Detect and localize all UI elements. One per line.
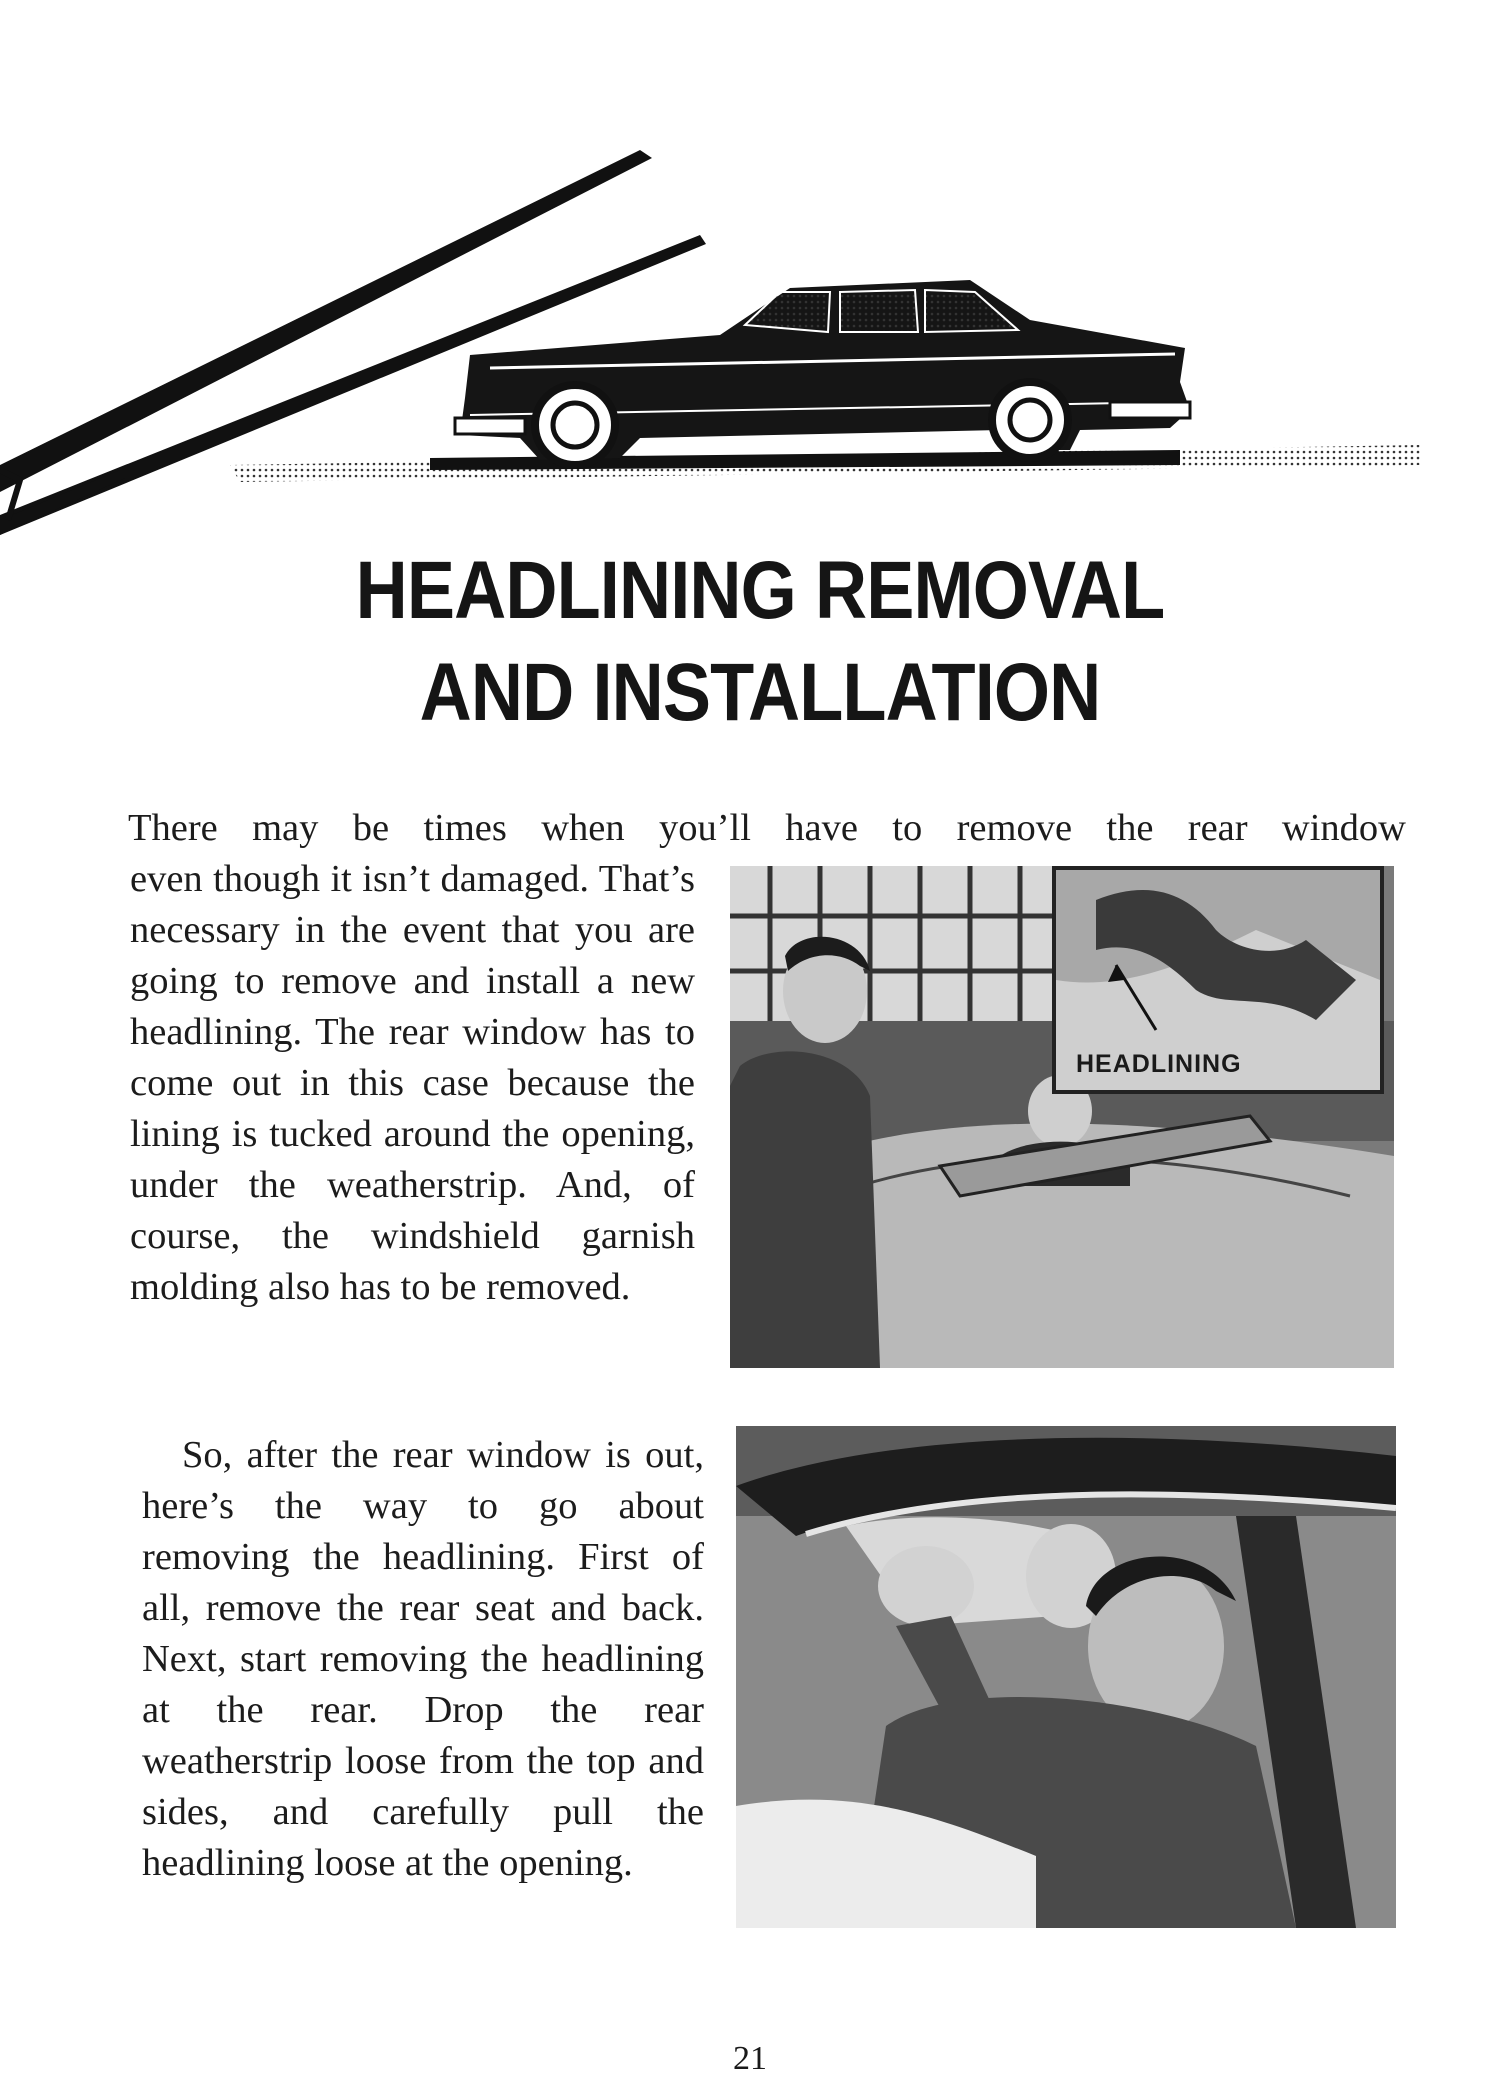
paragraph-1-first-line: There may be times when you’ll have to remove the rear window [128, 807, 1406, 849]
ground-shadow [230, 445, 1420, 482]
page-title [320, 540, 1200, 744]
car-body [455, 280, 1190, 465]
title-line-1: HEADLINING REMOVAL [355, 545, 1165, 636]
paragraph-1-body: even though it isn’t damaged. That’s necessary in the event that you are going to remove and install a new headlining. The rear window has to come out in this case because the lining is tucked around the opening, under the weatherstrip. And, of course, the windshield garnish molding also has to be removed. [130, 858, 695, 1308]
page-number: 21 [733, 2040, 767, 2077]
car-illustration [0, 120, 1430, 550]
photo-rear-window-removal [730, 866, 1394, 1368]
photo-headlining-pull [736, 1426, 1396, 1928]
paragraph-2: So, after the rear window is out, here’s the way to go about removing the headlining. First of all, remove the rear seat and back. Next, start removing the headlining at the rear. Drop the rear weatherstrip loose from the top and sides, and carefully pull the headlining loose at the opening. [142, 1434, 704, 1884]
factory-windows [730, 866, 1060, 1021]
title-line-2: AND INSTALLATION [419, 647, 1101, 738]
headlining-inset [1052, 866, 1384, 1094]
headlining-label: HEADLINING [1076, 1050, 1242, 1078]
